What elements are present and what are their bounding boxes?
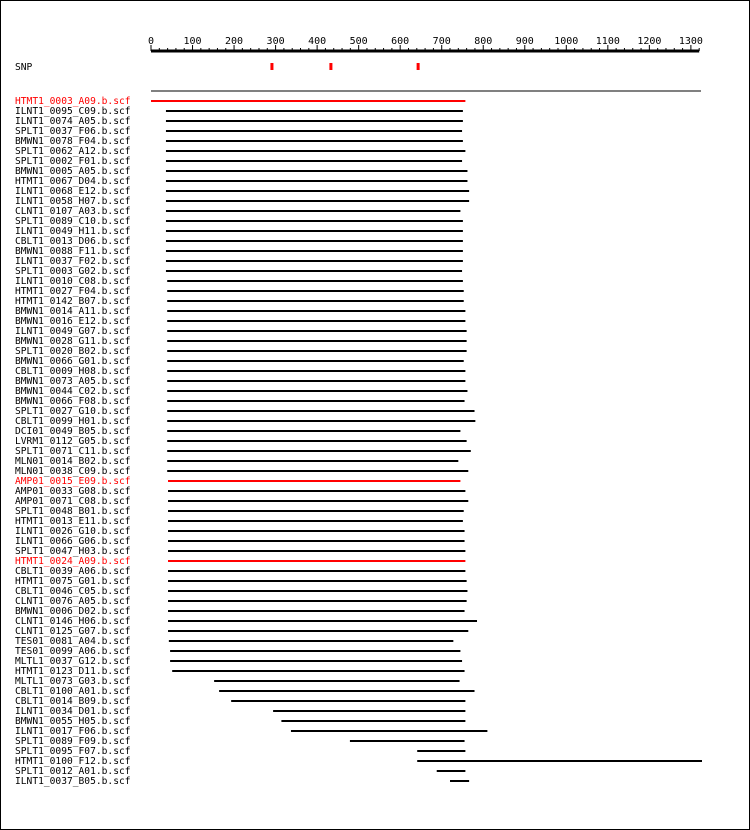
snp-marker <box>329 63 332 70</box>
read-name[interactable]: CBLT1_0039_A06.b.scf <box>15 566 131 577</box>
read-name[interactable]: TES01_0099_A06.b.scf <box>15 646 131 657</box>
read-name[interactable]: BMWN1_0028_G11.b.scf <box>15 336 131 347</box>
read-name[interactable]: HTMT1_0027_F04.b.scf <box>15 286 131 297</box>
read-name[interactable]: SPLT1_0089_C10.b.scf <box>15 216 131 227</box>
read-name[interactable]: ILNT1_0068_E12.b.scf <box>15 186 131 197</box>
read-name[interactable]: SPLT1_0012_A01.b.scf <box>15 766 131 777</box>
axis-tick-label: 800 <box>474 36 493 47</box>
read-name[interactable]: SPLT1_0003_G02.b.scf <box>15 266 131 277</box>
axis-tick-label: 1100 <box>595 36 620 47</box>
read-name[interactable]: ILNT1_0074_A05.b.scf <box>15 116 131 127</box>
snp-marker <box>270 63 273 70</box>
read-name[interactable]: SPLT1_0027_G10.b.scf <box>15 406 131 417</box>
axis-tick-label: 200 <box>225 36 244 47</box>
read-name[interactable]: ILNT1_0010_C08.b.scf <box>15 276 131 287</box>
read-name[interactable]: CBLT1_0013_D06.b.scf <box>15 236 131 247</box>
read-name[interactable]: CBLT1_0100_A01.b.scf <box>15 686 131 697</box>
position-axis <box>148 36 703 51</box>
read-name[interactable]: SPLT1_0020_B02.b.scf <box>15 346 131 357</box>
read-name[interactable]: ILNT1_0049_H11.b.scf <box>15 226 131 237</box>
read-name[interactable]: CLNT1_0146_H06.b.scf <box>15 616 131 627</box>
read-name[interactable]: SPLT1_0048_B01.b.scf <box>15 506 131 517</box>
read-name[interactable]: BMWN1_0005_A05.b.scf <box>15 166 131 177</box>
read-name[interactable]: BMWN1_0066_G01.b.scf <box>15 356 131 367</box>
read-name[interactable]: SPLT1_0071_C11.b.scf <box>15 446 131 457</box>
axis-tick-label: 300 <box>266 36 285 47</box>
read-name[interactable]: SPLT1_0047_H03.b.scf <box>15 546 131 557</box>
read-name[interactable]: SPLT1_0095_F07.b.scf <box>15 746 131 757</box>
axis-tick-label: 1300 <box>678 36 703 47</box>
read-name[interactable]: BMWN1_0078_F04.b.scf <box>15 136 131 147</box>
read-name[interactable]: HTMT1_0142_B07.b.scf <box>15 296 131 307</box>
read-name[interactable]: TES01_0081_A04.b.scf <box>15 636 131 647</box>
axis-tick-label: 500 <box>349 36 368 47</box>
read-row[interactable] <box>15 776 469 787</box>
axis-tick-label: 600 <box>391 36 410 47</box>
read-name[interactable]: MLN01_0014_B02.b.scf <box>15 456 131 467</box>
read-name[interactable]: BMWN1_0055_H05.b.scf <box>15 716 131 727</box>
read-name[interactable]: ILNT1_0034_D01.b.scf <box>15 706 131 717</box>
read-alignment-diagram <box>1 1 749 829</box>
read-name[interactable]: HTMT1_0067_D04.b.scf <box>15 176 131 187</box>
read-name[interactable]: BMWN1_0044_C02.b.scf <box>15 386 131 397</box>
read-name[interactable]: SPLT1_0062_A12.b.scf <box>15 146 131 157</box>
read-name[interactable]: BMWN1_0073_A05.b.scf <box>15 376 131 387</box>
read-name[interactable]: CLNT1_0076_A05.b.scf <box>15 596 131 607</box>
axis-tick-label: 1000 <box>554 36 579 47</box>
read-name[interactable]: HTMT1_0024_A09.b.scf <box>15 556 131 567</box>
read-name[interactable]: HTMT1_0013_E11.b.scf <box>15 516 131 527</box>
axis-tick-label: 900 <box>515 36 534 47</box>
read-name[interactable]: ILNT1_0066_G06.b.scf <box>15 536 131 547</box>
snp-track-label: SNP <box>15 62 33 73</box>
read-name[interactable]: CLNT1_0107_A03.b.scf <box>15 206 131 217</box>
read-name[interactable]: MLN01_0038_C09.b.scf <box>15 466 131 477</box>
read-name[interactable]: MLTL1_0073_G03.b.scf <box>15 676 131 687</box>
read-name[interactable]: CBLT1_0014_B09.b.scf <box>15 696 131 707</box>
read-name[interactable]: BMWN1_0016_E12.b.scf <box>15 316 131 327</box>
read-name[interactable]: LVRM1_0112_G05.b.scf <box>15 436 131 447</box>
read-name[interactable]: BMWN1_0088_F11.b.scf <box>15 246 131 257</box>
axis-tick-label: 0 <box>147 36 155 47</box>
snp-marker <box>417 63 420 70</box>
read-name[interactable]: SPLT1_0089_F09.b.scf <box>15 736 131 747</box>
read-name[interactable]: AMP01_0015_E09.b.scf <box>15 476 131 487</box>
axis-tick-label: 400 <box>308 36 327 47</box>
read-name[interactable]: HTMT1_0003_A09.b.scf <box>15 96 131 107</box>
axis-tick-label: 100 <box>183 36 202 47</box>
read-name[interactable]: HTMT1_0100_F12.b.scf <box>15 756 131 767</box>
read-name[interactable]: CBLT1_0009_H08.b.scf <box>15 366 131 377</box>
read-name[interactable]: ILNT1_0017_F06.b.scf <box>15 726 131 737</box>
read-name[interactable]: CBLT1_0046_C05.b.scf <box>15 586 131 597</box>
axis-tick-label: 1200 <box>637 36 662 47</box>
read-name[interactable]: AMP01_0071_C08.b.scf <box>15 496 131 507</box>
read-name[interactable]: ILNT1_0049_G07.b.scf <box>15 326 131 337</box>
read-list <box>15 96 702 787</box>
read-name[interactable]: MLTL1_0037_G12.b.scf <box>15 656 131 667</box>
read-name[interactable]: HTMT1_0123_D11.b.scf <box>15 666 131 677</box>
read-name[interactable]: ILNT1_0095_C09.b.scf <box>15 106 131 117</box>
read-name[interactable]: SPLT1_0002_F01.b.scf <box>15 156 131 167</box>
snp-track <box>270 63 419 70</box>
read-name[interactable]: HTMT1_0075_G01.b.scf <box>15 576 131 587</box>
read-name[interactable]: BMWN1_0006_D02.b.scf <box>15 606 131 617</box>
read-name[interactable]: SPLT1_0037_F06.b.scf <box>15 126 131 137</box>
axis-tick-label: 700 <box>432 36 451 47</box>
read-name[interactable]: AMP01_0033_G08.b.scf <box>15 486 131 497</box>
read-name[interactable]: ILNT1_0058_H07.b.scf <box>15 196 131 207</box>
read-name[interactable]: DCI01_0049_B05.b.scf <box>15 426 131 437</box>
read-name[interactable]: ILNT1_0037_B05.b.scf <box>15 776 131 787</box>
read-name[interactable]: CLNT1_0125_G07.b.scf <box>15 626 131 637</box>
read-name[interactable]: ILNT1_0037_F02.b.scf <box>15 256 131 267</box>
read-name[interactable]: ILNT1_0026_G10.b.scf <box>15 526 131 537</box>
read-name[interactable]: BMWN1_0014_A11.b.scf <box>15 306 131 317</box>
read-name[interactable]: BMWN1_0066_F08.b.scf <box>15 396 131 407</box>
read-name[interactable]: CBLT1_0099_H01.b.scf <box>15 416 131 427</box>
